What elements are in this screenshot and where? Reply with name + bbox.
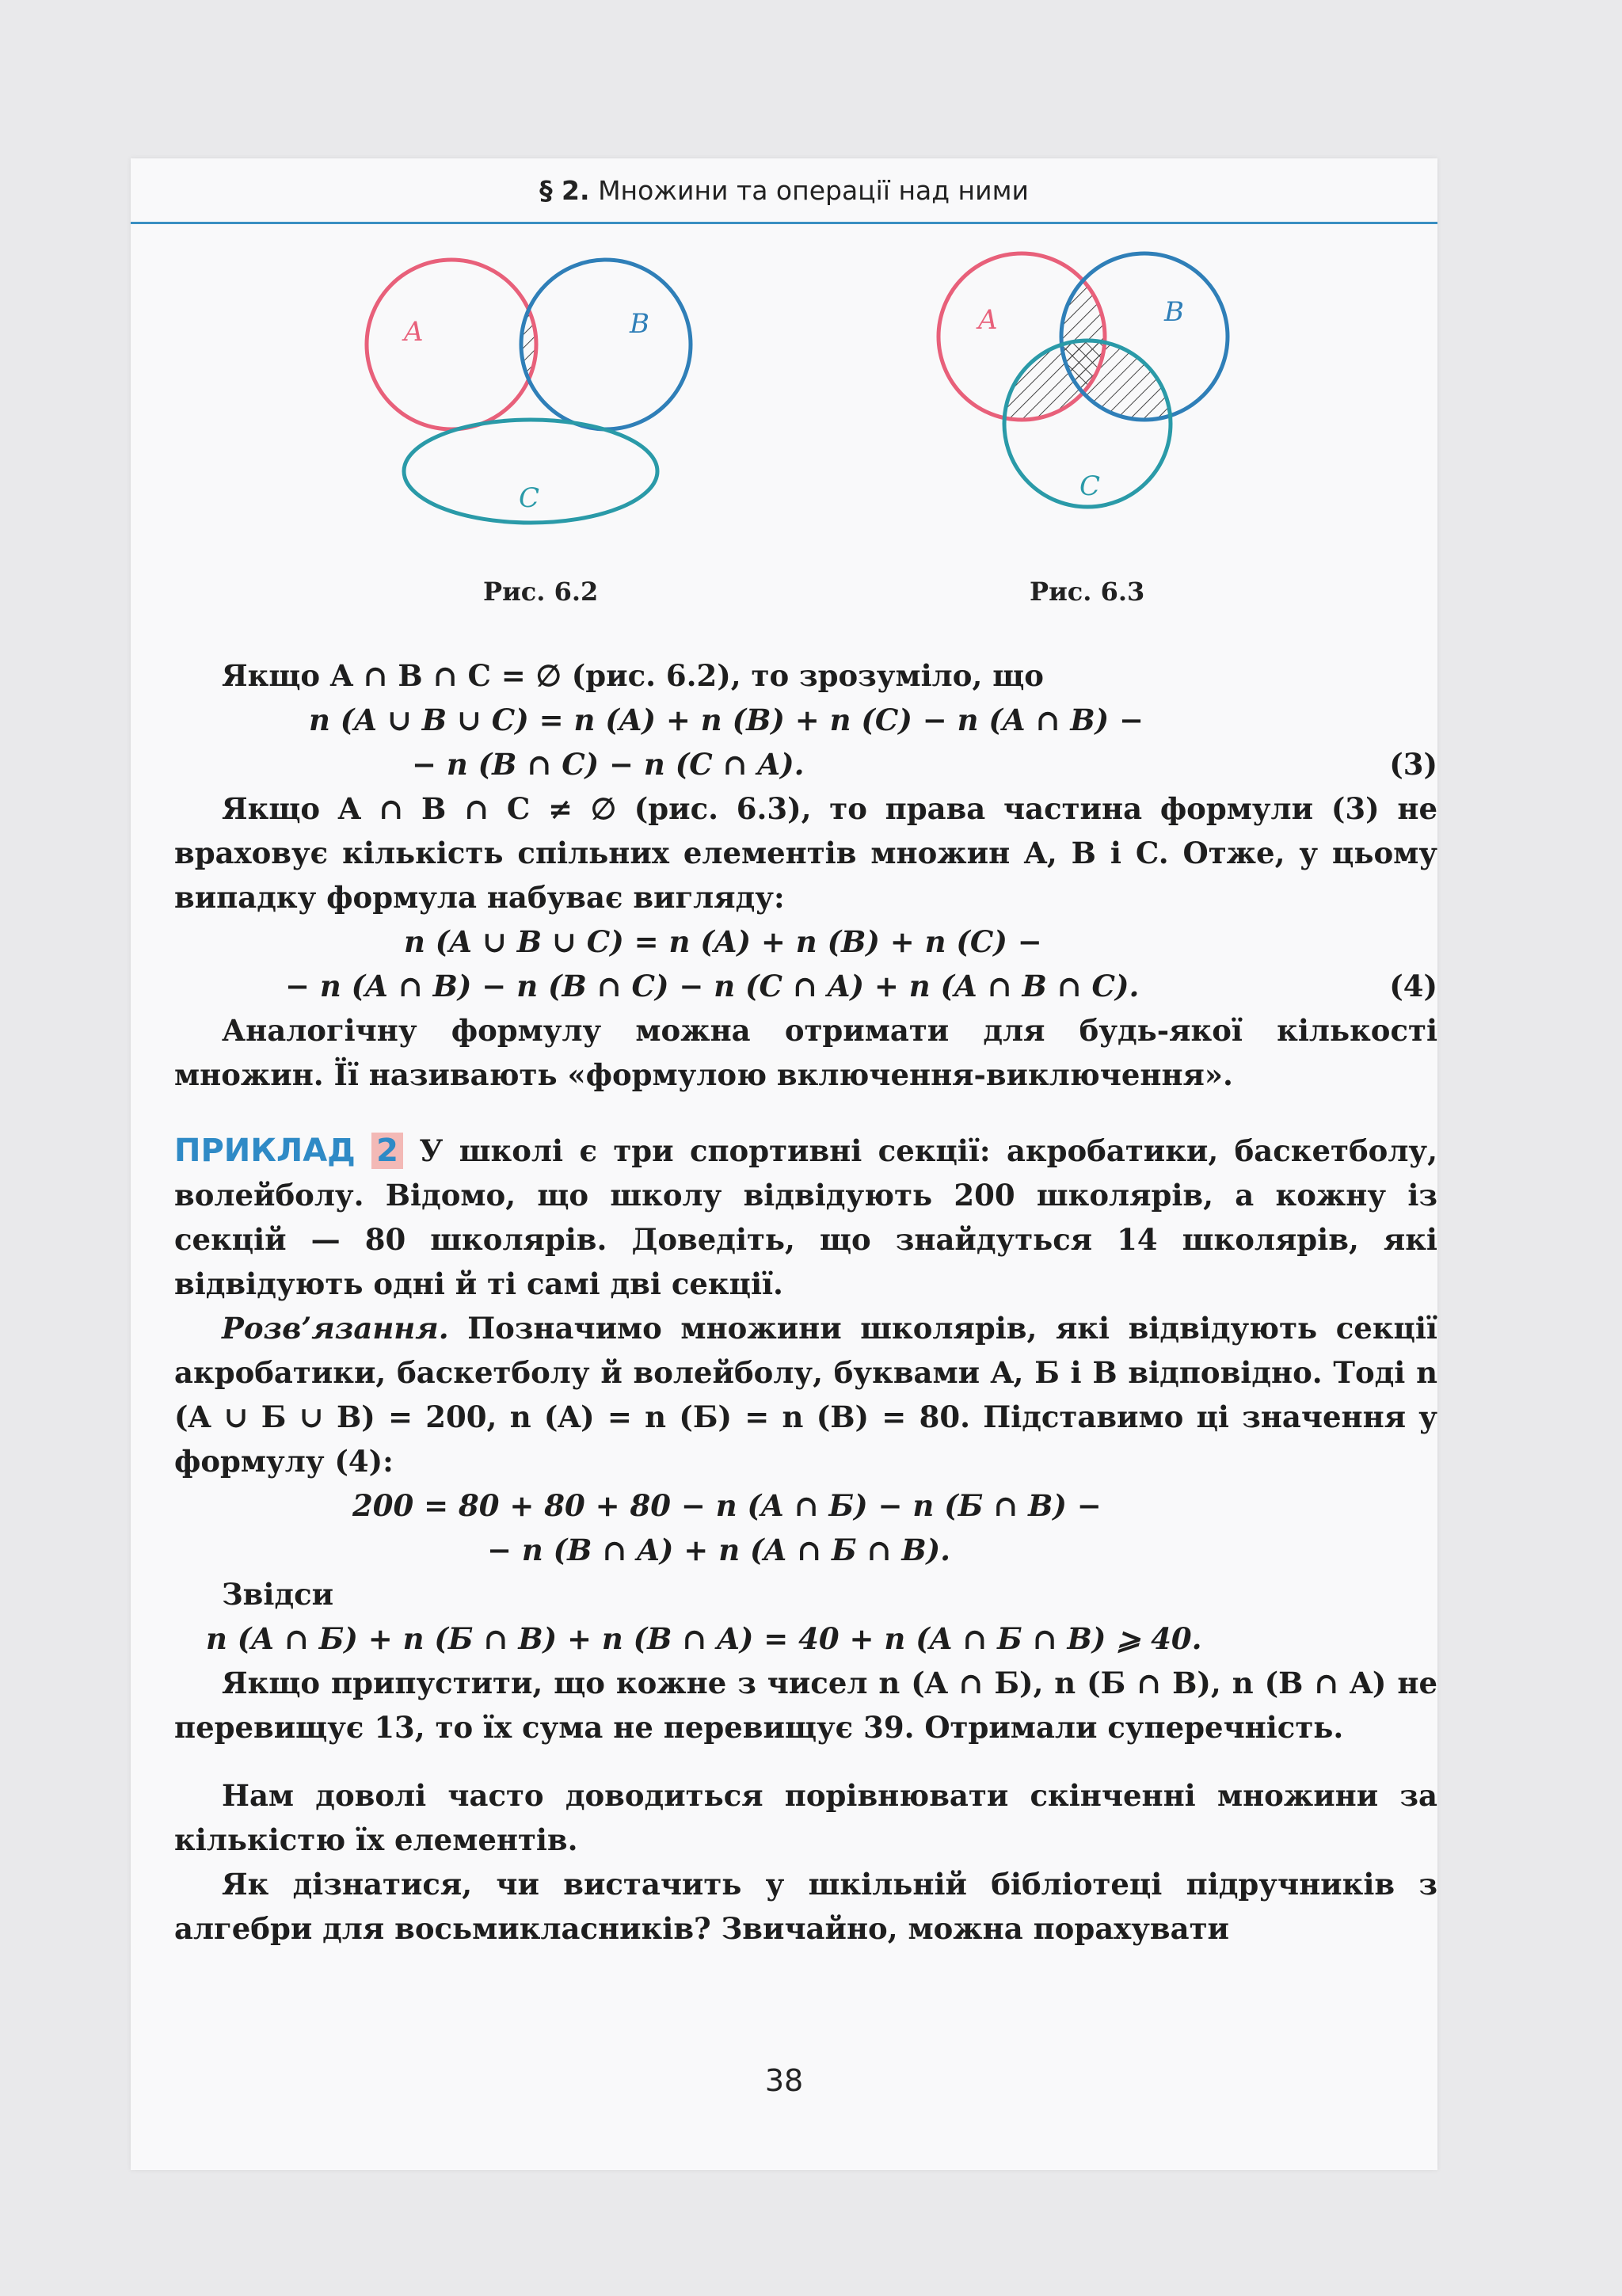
solution-text: Позначимо множини школярів, які відвідують секції акробатики, баскетболу й волейболу, буквами A, Б і В відповідно. Тоді n (A ∪ Б ∪ В) = 200, n (A) = n (Б) = n (В) = 80. Підставимо ці значення у формулу (4):: [174, 1311, 1437, 1479]
page-number: 38: [764, 2063, 804, 2098]
formula-line: − n (A ∩ B) − n (B ∩ C) − n (C ∩ A) + n (A ∩ B ∩ C).: [285, 969, 1140, 1003]
example-2: [174, 1129, 1437, 1306]
equation-line: 200 = 80 + 80 + 80 − n (A ∩ Б) − n (Б ∩ В) −: [352, 1488, 1102, 1523]
book-page: [131, 158, 1437, 2170]
section-title: Множини та операції над ними: [598, 175, 1029, 206]
label-c: C: [1079, 470, 1101, 502]
label-c: C: [519, 482, 540, 514]
paragraph: Нам доволі часто доводиться порівнювати скінченні множини за кількістю їх елементів.: [174, 1778, 1437, 1857]
paragraph: Аналогічну формулу можна отримати для будь-якої кількості множин. Її називають «формулою включення-виключення».: [174, 1013, 1437, 1092]
paragraph: Якщо A ∩ B ∩ C = ∅ (рис. 6.2), то зрозуміло, що: [222, 658, 1044, 693]
header-rule: [131, 222, 1437, 224]
paragraph: Якщо A ∩ B ∩ C ≠ ∅ (рис. 6.3), то права частина формули (3) не враховує кількість спільних елементів множин A, B і C. Отже, у цьому випадку формула набуває вигляду:: [174, 791, 1437, 915]
paragraph: Як дізнатися, чи вистачить у шкільній бібліотеці підручників з алгебри для восьмикласників? Звичайно, можна порахувати: [174, 1867, 1437, 1946]
example-text: У школі є три спортивні секції: акробатики, баскетболу, волейболу. Відомо, що школу відвідують 200 школярів, а кожну із секцій — 80 школярів. Доведіть, що знайдуться 14 школярів, які відвідують одні й ті самі дві секції.: [174, 1133, 1437, 1301]
equation-line: n (A ∩ Б) + n (Б ∩ В) + n (В ∩ A) = 40 + n (A ∩ Б ∩ В) ⩾ 40.: [206, 1621, 1202, 1656]
section-number: § 2.: [539, 175, 590, 206]
formula-4: [174, 920, 1437, 1008]
example-label: ПРИКЛАД: [174, 1133, 356, 1169]
label-a: A: [978, 304, 998, 336]
figure-caption-6-3: Рис. 6.3: [1030, 577, 1145, 607]
label-b: B: [1164, 296, 1184, 328]
solution-label: Розв’язання.: [222, 1311, 449, 1346]
figure-caption-6-2: Рис. 6.2: [483, 577, 599, 607]
venn-diagram-6-2: [360, 242, 717, 527]
formula-number: (3): [1389, 747, 1437, 782]
formula-line: n (A ∪ B ∪ C) = n (A) + n (B) + n (C) −: [404, 924, 1042, 959]
formula-number: (4): [1389, 969, 1437, 1003]
label-a: A: [404, 316, 424, 348]
running-header: [131, 158, 1437, 223]
main-text: [174, 653, 1437, 1951]
equation-line: − n (В ∩ A) + n (A ∩ Б ∩ В).: [487, 1533, 950, 1567]
label-b: B: [630, 308, 649, 340]
solution-paragraph: [174, 1306, 1437, 1483]
paragraph: Звідси: [222, 1577, 334, 1612]
example-number: 2: [371, 1133, 403, 1169]
set-a-circle: [367, 260, 536, 429]
formula-line: n (A ∪ B ∪ C) = n (A) + n (B) + n (C) − n (A ∩ B) −: [309, 703, 1144, 737]
formula-line: − n (B ∩ C) − n (C ∩ A).: [412, 747, 805, 782]
venn-diagram-6-3: [931, 242, 1263, 527]
formula-3: [174, 698, 1437, 786]
paragraph: Якщо припустити, що кожне з чисел n (A ∩ Б), n (Б ∩ В), n (В ∩ A) не перевищує 13, то їх сума не перевищує 39. Отримали суперечність.: [174, 1666, 1437, 1745]
set-b-circle: [521, 260, 691, 429]
